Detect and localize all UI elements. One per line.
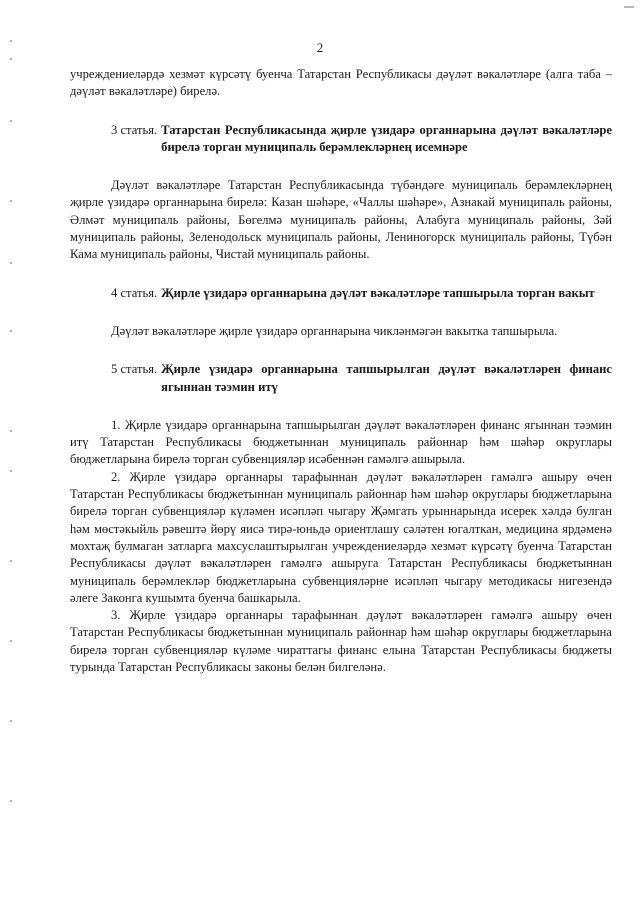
- document-body: [70, 66, 612, 676]
- page-number: 2: [316, 40, 324, 55]
- article-4-heading: [111, 285, 612, 302]
- article-5-number: 5 статья.: [111, 362, 158, 377]
- article-3-title: Татарстан Республикасында җирле үзидарә органнарына дәүләт вәкаләтләре бирелә торган муниципаль берәмлекләрнең исемнәре: [161, 122, 612, 154]
- article-5-paragraph-2: 2. Җирле үзидарә органнары тарафыннан дәүләт вәкаләтләрен гамәлгә ашыру өчен Татарстан Республикасы бюджетыннан муниципаль районнар һәм шәһәр округлары бюджетларына бирелә торган субвенцияләр күләмен исәпләп чыгару Җәмгать урыннарында исерек хәлдә булган һәм мөстәкыйль рәвештә йөрү яисә тирә-юньдә ориентлашу сәләтен югалткан, медицина ярдәменә мохтаҗ булмаган затларга махсуслаштырылган учреждениеләрдә хезмәт күрсәтү буенча Татарстан Республикасы дәүләт вәкаләтләрен гамәлгә ашыруга Татарстан Республикасы бюджетыннан муниципаль берәмлекләр бюджетларына субвенцияләрне исәпләп чыгару методикасы нигезендә әлеге Законга кушымта буенча башкарыла.: [70, 469, 612, 605]
- article-5-paragraph-3: 3. Җирле үзидарә органнары тарафыннан дәүләт вәкаләтләрен гамәлгә ашыру өчен Татарстан Республикасы бюджетыннан муниципаль районнар һәм шәһәр округлары бюджетларына бирелә торган субвенцияләр күләме чираттагы финанс елына Татарстан Республикасы бюджеты турында Татарстан Республикасы законы белән билгеләнә.: [70, 608, 612, 675]
- article-5-heading: [111, 361, 612, 396]
- article-4-title: Җирле үзидарә органнарына дәүләт вәкаләтләре тапшырыла торган вакыт: [161, 285, 595, 300]
- article-3-number: 3 статья.: [111, 122, 158, 137]
- article-5-paragraph-1: 1. Җирле үзидарә органнарына тапшырылган дәүләт вәкаләтләрен финанс ягыннан тәэмин итү Татарстан Республикасы бюджетыннан муниципаль районнар һәм шәһәр округлары бюджетларына бирелә торган субвенцияләр исәбеннән гамәлгә ашырыла.: [70, 417, 612, 467]
- article-4-number: 4 статья.: [111, 285, 158, 300]
- scan-corner-mark: [624, 6, 634, 8]
- article-4-text: Дәүләт вәкаләтләре җирле үзидарә органнарына чикләнмәгән вакытка тапшырыла.: [111, 323, 558, 338]
- article-3-text: Дәүләт вәкаләтләре Татарстан Республикасында түбәндәге муниципаль берәмлекләрнең җирле үзидарә органнарына бирелә: Казан шәһәре, «Чаллы шәһәре», Азнакай муниципаль районы, Әлмәт муниципаль районы, Бөгелмә муниципаль районы, Алабуга муниципаль районы, Зәй муниципаль районы, Зеленодольск муниципаль районы, Лениногорск муниципаль районы, Түбән Кама муниципаль районы, Чистай муниципаль районы.: [70, 178, 612, 262]
- article-5-title: Җирле үзидарә органнарына тапшырылган дәүләт вәкаләтләрен финанс ягыннан тәэмин итү: [161, 362, 612, 394]
- article-3-heading: [111, 122, 612, 157]
- scan-edge-marks: [10, 0, 14, 905]
- intro-paragraph: учреждениеләрдә хезмәт күрсәтү буенча Татарстан Республикасы дәүләт вәкаләтләре (алга таба – дәүләт вәкаләтләре) бирелә.: [70, 67, 612, 99]
